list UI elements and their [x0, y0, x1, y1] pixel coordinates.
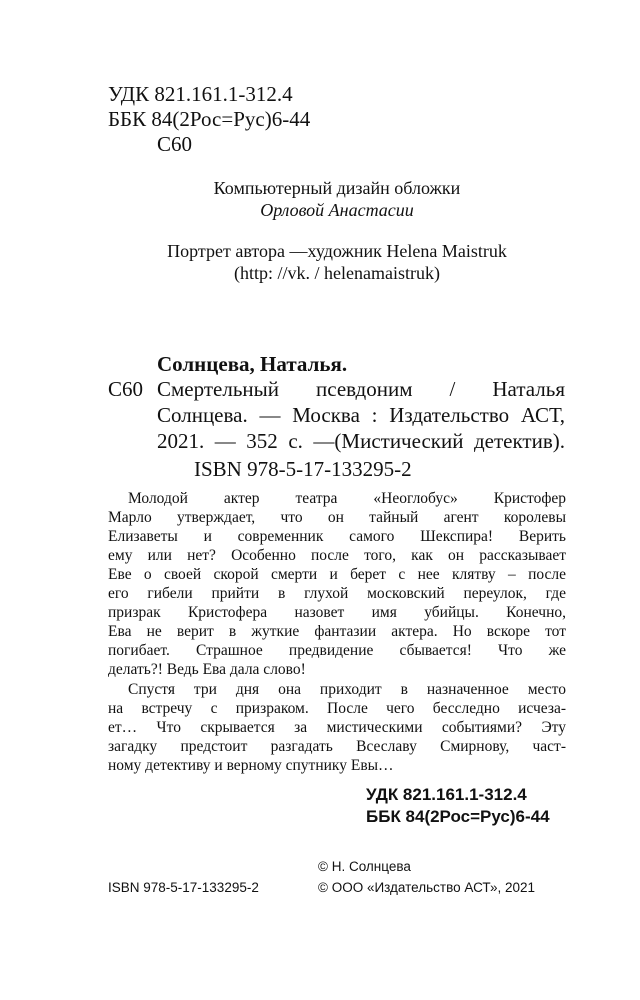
copyright-author: © Н. Солнцева [318, 859, 411, 874]
portrait-credit: Портрет автора —художник Helena Maistruk [167, 241, 507, 261]
annotation-p1-line-5: Еве о своей скорой смерти и берет с нее клятву – после [108, 566, 566, 583]
annotation-p1-line-6: его гибели прийти в глухой московский переулок, где [108, 585, 566, 602]
annotation-p1-line-4: ему или нет? Особенно после того, как он рассказывает [108, 547, 566, 564]
udk-code-bottom: УДК 821.161.1-312.4 [366, 785, 527, 804]
copyright-isbn: ISBN 978-5-17-133295-2 [108, 880, 259, 895]
annotation-p2-line-3: ет… Что скрывается за мистическими событиями? Эту [108, 719, 566, 736]
author-mark-top: С60 [157, 132, 193, 156]
catalog-description-line-3: 2021. — 352 с. —(Мистический детектив). [157, 429, 565, 453]
annotation-p1-line-9: погибает. Страшное предвидение сбывается! Что же [108, 642, 566, 659]
bbk-code-top: ББК 84(2Рос=Рус)6-44 [108, 107, 311, 131]
catalog-description-line-2: Солнцева. — Москва : Издательство АСТ, [157, 403, 565, 427]
annotation-p1-line-7: призрак Кристофера назовет имя убийцы. Конечно, [108, 604, 566, 621]
portrait-url: (http: //vk. / helenamaistruk) [234, 263, 440, 283]
catalog-description-line-1: Смертельный псевдоним / Наталья [157, 377, 565, 401]
annotation-p1-line-10: делать?! Ведь Ева дала слово! [108, 661, 306, 678]
annotation-p1-line-3: Елизаветы и современник самого Шекспира! Верить [108, 528, 566, 545]
catalog-isbn: ISBN 978-5-17-133295-2 [194, 457, 412, 481]
copyright-publisher: © ООО «Издательство АСТ», 2021 [318, 880, 536, 895]
cover-designer-name: Орловой Анастасии [260, 200, 414, 220]
udk-code-top: УДК 821.161.1-312.4 [108, 82, 293, 106]
annotation-p2-line-4: загадку предстоит разгадать Всеславу Смирнову, част- [108, 738, 566, 755]
annotation-p2-line-5: ному детективу и верному спутнику Евы… [108, 757, 394, 774]
annotation-p2-line-1: Спустя три дня она приходит в назначенное место [128, 681, 566, 698]
annotation-p1-line-1: Молодой актер театра «Неоглобус» Кристофер [128, 490, 566, 507]
cover-design-label: Компьютерный дизайн обложки [213, 178, 461, 198]
annotation-p1-line-8: Ева не верит в жуткие фантазии актера. Но вскоре тот [108, 623, 566, 640]
annotation-p2-line-2: на встречу с призраком. После чего бесследно исчеза- [108, 700, 566, 717]
annotation-p1-line-2: Марло утверждает, что он тайный агент королевы [108, 509, 566, 526]
catalog-author: Солнцева, Наталья. [157, 352, 348, 376]
catalog-mark: С60 [108, 377, 144, 401]
bbk-code-bottom: ББК 84(2Рос=Рус)6-44 [366, 807, 550, 826]
